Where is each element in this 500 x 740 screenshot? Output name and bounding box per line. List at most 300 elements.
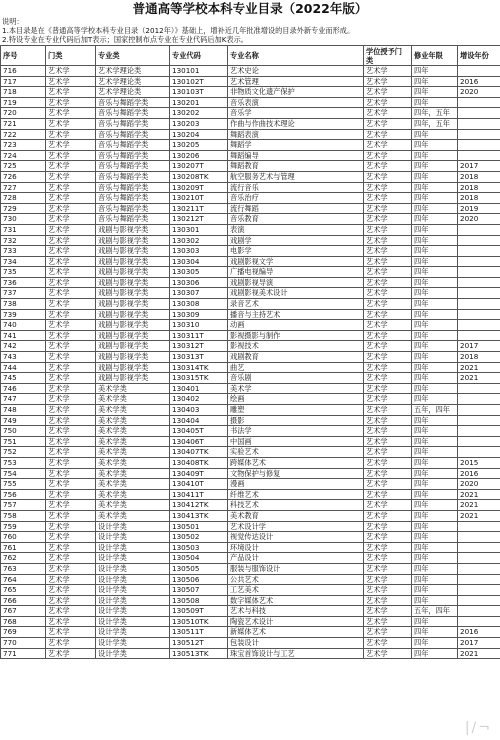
- cell-category: 艺术学: [46, 394, 96, 405]
- cell-degree-category: 艺术学: [364, 214, 412, 225]
- cell-seq: 764: [1, 574, 46, 585]
- cell-major-class: 音乐与舞蹈学类: [96, 193, 170, 204]
- cell-seq: 730: [1, 214, 46, 225]
- cell-major-class: 设计学类: [96, 595, 170, 606]
- cell-study-years: 四年: [412, 320, 458, 331]
- cell-major-name: 电影学: [228, 246, 364, 257]
- cell-category: 艺术学: [46, 214, 96, 225]
- cell-major-name: 非物质文化遗产保护: [228, 87, 364, 98]
- cell-degree-category: 艺术学: [364, 267, 412, 278]
- cell-major-name: 舞蹈教育: [228, 161, 364, 172]
- table-row: [1, 267, 500, 278]
- cell-degree-category: 艺术学: [364, 489, 412, 500]
- header-category: 门类: [46, 46, 96, 66]
- cell-major-name: 雕塑: [228, 405, 364, 416]
- cell-study-years: 四年: [412, 129, 458, 140]
- table-row: [1, 553, 500, 564]
- cell-seq: 751: [1, 436, 46, 447]
- cell-major-code: 130309: [170, 309, 228, 320]
- cell-added-year: [458, 309, 500, 320]
- cell-added-year: [458, 330, 500, 341]
- cell-study-years: 四年: [412, 150, 458, 161]
- cell-degree-category: 艺术学: [364, 224, 412, 235]
- cell-category: 艺术学: [46, 627, 96, 638]
- cell-major-name: 环境设计: [228, 542, 364, 553]
- cell-major-name: 戏剧教育: [228, 352, 364, 363]
- cell-seq: 717: [1, 76, 46, 87]
- cell-seq: 739: [1, 309, 46, 320]
- cell-major-name: 产品设计: [228, 553, 364, 564]
- cell-category: 艺术学: [46, 171, 96, 182]
- cell-seq: 741: [1, 330, 46, 341]
- cell-degree-category: 艺术学: [364, 97, 412, 108]
- cell-category: 艺术学: [46, 426, 96, 437]
- cell-category: 艺术学: [46, 373, 96, 384]
- table-row: [1, 489, 500, 500]
- cell-major-class: 戏剧与影视学类: [96, 330, 170, 341]
- cell-study-years: 四年: [412, 616, 458, 627]
- cell-added-year: 2020: [458, 214, 500, 225]
- cell-major-code: 130405T: [170, 426, 228, 437]
- cell-degree-category: 艺术学: [364, 595, 412, 606]
- header-major-code: 专业代码: [170, 46, 228, 66]
- cell-major-code: 130313T: [170, 352, 228, 363]
- cell-major-code: 130413TK: [170, 510, 228, 521]
- cell-major-name: 摄影: [228, 415, 364, 426]
- cell-category: 艺术学: [46, 309, 96, 320]
- cell-major-code: 130206: [170, 150, 228, 161]
- cell-category: 艺术学: [46, 606, 96, 617]
- cell-major-name: 艺术与科技: [228, 606, 364, 617]
- table-row: [1, 171, 500, 182]
- cell-study-years: 四年: [412, 542, 458, 553]
- cell-category: 艺术学: [46, 447, 96, 458]
- cell-study-years: 四年: [412, 362, 458, 373]
- cell-category: 艺术学: [46, 457, 96, 468]
- cell-major-class: 设计学类: [96, 616, 170, 627]
- cell-degree-category: 艺术学: [364, 447, 412, 458]
- cell-added-year: [458, 277, 500, 288]
- cell-study-years: 四年: [412, 288, 458, 299]
- cell-major-code: 130406T: [170, 436, 228, 447]
- cell-category: 艺术学: [46, 352, 96, 363]
- cell-degree-category: 艺术学: [364, 627, 412, 638]
- cell-major-code: 130404: [170, 415, 228, 426]
- table-row: [1, 373, 500, 384]
- cell-seq: 752: [1, 447, 46, 458]
- table-row: [1, 627, 500, 638]
- cell-added-year: 2020: [458, 479, 500, 490]
- cell-degree-category: 艺术学: [364, 585, 412, 596]
- cell-seq: 737: [1, 288, 46, 299]
- cell-seq: 769: [1, 627, 46, 638]
- table-row: [1, 161, 500, 172]
- cell-seq: 724: [1, 150, 46, 161]
- cell-category: 艺术学: [46, 235, 96, 246]
- cell-seq: 771: [1, 648, 46, 659]
- cell-category: 艺术学: [46, 193, 96, 204]
- cell-major-code: 130302: [170, 235, 228, 246]
- cell-study-years: 四年: [412, 246, 458, 257]
- cell-major-code: 130510TK: [170, 616, 228, 627]
- cell-major-name: 音乐教育: [228, 214, 364, 225]
- header-seq: 序号: [1, 46, 46, 66]
- cell-seq: 723: [1, 140, 46, 151]
- cell-added-year: 2016: [458, 468, 500, 479]
- table-row: [1, 320, 500, 331]
- cell-major-name: 包装设计: [228, 638, 364, 649]
- cell-added-year: [458, 108, 500, 119]
- cell-study-years: 四年: [412, 182, 458, 193]
- table-row: [1, 150, 500, 161]
- cell-study-years: 五年，四年: [412, 405, 458, 416]
- cell-major-code: 130411T: [170, 489, 228, 500]
- cell-added-year: 2021: [458, 648, 500, 659]
- cell-degree-category: 艺术学: [364, 362, 412, 373]
- cell-major-class: 设计学类: [96, 638, 170, 649]
- cell-added-year: [458, 235, 500, 246]
- table-row: [1, 394, 500, 405]
- table-row: [1, 510, 500, 521]
- cell-category: 艺术学: [46, 595, 96, 606]
- cell-degree-category: 艺术学: [364, 288, 412, 299]
- cell-major-code: 130501: [170, 521, 228, 532]
- cell-major-class: 美术学类: [96, 457, 170, 468]
- cell-category: 艺术学: [46, 140, 96, 151]
- cell-degree-category: 艺术学: [364, 405, 412, 416]
- cell-major-name: 表演: [228, 224, 364, 235]
- cell-degree-category: 艺术学: [364, 256, 412, 267]
- cell-major-name: 科技艺术: [228, 500, 364, 511]
- cell-study-years: 四年: [412, 479, 458, 490]
- table-row: [1, 574, 500, 585]
- cell-study-years: 四年: [412, 352, 458, 363]
- cell-major-name: 跨媒体艺术: [228, 457, 364, 468]
- cell-seq: 742: [1, 341, 46, 352]
- table-row: [1, 309, 500, 320]
- cell-major-code: 130208TK: [170, 171, 228, 182]
- cell-major-name: 影视技术: [228, 341, 364, 352]
- table-row: [1, 288, 500, 299]
- cell-seq: 768: [1, 616, 46, 627]
- cell-seq: 720: [1, 108, 46, 119]
- cell-category: 艺术学: [46, 182, 96, 193]
- cell-major-class: 音乐与舞蹈学类: [96, 150, 170, 161]
- table-row: [1, 140, 500, 151]
- cell-major-code: 130410T: [170, 479, 228, 490]
- cell-major-class: 音乐与舞蹈学类: [96, 97, 170, 108]
- cell-major-code: 130511T: [170, 627, 228, 638]
- cell-seq: 727: [1, 182, 46, 193]
- cell-category: 艺术学: [46, 267, 96, 278]
- cell-major-name: 珠宝首饰设计与工艺: [228, 648, 364, 659]
- cell-major-code: 130503: [170, 542, 228, 553]
- cell-study-years: 四年: [412, 193, 458, 204]
- cell-major-class: 设计学类: [96, 585, 170, 596]
- cell-seq: 748: [1, 405, 46, 416]
- cell-major-code: 130306: [170, 277, 228, 288]
- cell-degree-category: 艺术学: [364, 394, 412, 405]
- cell-added-year: 2018: [458, 352, 500, 363]
- cell-seq: 746: [1, 383, 46, 394]
- table-row: [1, 542, 500, 553]
- cell-added-year: [458, 256, 500, 267]
- cell-major-code: 130210T: [170, 193, 228, 204]
- cell-added-year: [458, 383, 500, 394]
- cell-degree-category: 艺术学: [364, 140, 412, 151]
- cell-degree-category: 艺术学: [364, 542, 412, 553]
- cell-major-name: 漫画: [228, 479, 364, 490]
- table-row: [1, 97, 500, 108]
- cell-added-year: 2017: [458, 341, 500, 352]
- cell-category: 艺术学: [46, 479, 96, 490]
- cell-major-code: 130509T: [170, 606, 228, 617]
- cell-major-class: 美术学类: [96, 383, 170, 394]
- cell-added-year: [458, 563, 500, 574]
- cell-study-years: 四年: [412, 277, 458, 288]
- cell-major-code: 130203: [170, 118, 228, 129]
- cell-degree-category: 艺术学: [364, 87, 412, 98]
- cell-degree-category: 艺术学: [364, 457, 412, 468]
- cell-major-class: 戏剧与影视学类: [96, 224, 170, 235]
- cell-added-year: 2019: [458, 203, 500, 214]
- cell-major-code: 130209T: [170, 182, 228, 193]
- cell-major-class: 戏剧与影视学类: [96, 373, 170, 384]
- table-row: [1, 352, 500, 363]
- cell-study-years: 四年: [412, 585, 458, 596]
- cell-seq: 767: [1, 606, 46, 617]
- table-row: [1, 521, 500, 532]
- cell-added-year: 2021: [458, 362, 500, 373]
- table-row: [1, 468, 500, 479]
- cell-major-name: 舞蹈学: [228, 140, 364, 151]
- cell-major-class: 戏剧与影视学类: [96, 320, 170, 331]
- cell-major-class: 艺术学理论类: [96, 66, 170, 77]
- cell-degree-category: 艺术学: [364, 193, 412, 204]
- cell-degree-category: 艺术学: [364, 108, 412, 119]
- cell-seq: 728: [1, 193, 46, 204]
- table-row: [1, 405, 500, 416]
- cell-seq: 757: [1, 500, 46, 511]
- cell-added-year: [458, 66, 500, 77]
- table-row: [1, 585, 500, 596]
- cell-study-years: 四年: [412, 563, 458, 574]
- header-major-name: 专业名称: [228, 46, 364, 66]
- cell-major-class: 音乐与舞蹈学类: [96, 140, 170, 151]
- table-row: [1, 66, 500, 77]
- cell-major-name: 数字媒体艺术: [228, 595, 364, 606]
- cell-degree-category: 艺术学: [364, 532, 412, 543]
- cell-major-name: 艺术史论: [228, 66, 364, 77]
- cell-added-year: 2018: [458, 171, 500, 182]
- cell-degree-category: 艺术学: [364, 553, 412, 564]
- cell-major-class: 音乐与舞蹈学类: [96, 161, 170, 172]
- cell-major-name: 广播电视编导: [228, 267, 364, 278]
- cell-category: 艺术学: [46, 161, 96, 172]
- cell-degree-category: 艺术学: [364, 66, 412, 77]
- cell-added-year: [458, 447, 500, 458]
- cell-major-code: 130202: [170, 108, 228, 119]
- cell-seq: 733: [1, 246, 46, 257]
- cell-seq: 747: [1, 394, 46, 405]
- cell-study-years: 四年: [412, 383, 458, 394]
- table-row: [1, 299, 500, 310]
- cell-study-years: 四年，五年: [412, 108, 458, 119]
- cell-study-years: 四年: [412, 87, 458, 98]
- cell-added-year: 2017: [458, 638, 500, 649]
- cell-seq: 749: [1, 415, 46, 426]
- cell-added-year: [458, 129, 500, 140]
- cell-degree-category: 艺术学: [364, 510, 412, 521]
- cell-category: 艺术学: [46, 330, 96, 341]
- cell-major-class: 美术学类: [96, 447, 170, 458]
- cell-major-name: 工艺美术: [228, 585, 364, 596]
- cell-major-class: 美术学类: [96, 468, 170, 479]
- table-row: [1, 193, 500, 204]
- cell-seq: 726: [1, 171, 46, 182]
- cell-category: 艺术学: [46, 299, 96, 310]
- cell-study-years: 四年: [412, 161, 458, 172]
- cell-seq: 731: [1, 224, 46, 235]
- cell-major-name: 中国画: [228, 436, 364, 447]
- cell-major-code: 130207T: [170, 161, 228, 172]
- cell-major-class: 设计学类: [96, 606, 170, 617]
- cell-seq: 756: [1, 489, 46, 500]
- cell-added-year: [458, 267, 500, 278]
- table-row: [1, 118, 500, 129]
- cell-study-years: 四年: [412, 457, 458, 468]
- cell-major-class: 戏剧与影视学类: [96, 341, 170, 352]
- cell-category: 艺术学: [46, 616, 96, 627]
- cell-major-code: 130303: [170, 246, 228, 257]
- cell-category: 艺术学: [46, 415, 96, 426]
- cell-category: 艺术学: [46, 574, 96, 585]
- cell-major-class: 美术学类: [96, 415, 170, 426]
- cell-major-name: 航空服务艺术与管理: [228, 171, 364, 182]
- cell-seq: 761: [1, 542, 46, 553]
- cell-degree-category: 艺术学: [364, 500, 412, 511]
- cell-major-class: 美术学类: [96, 510, 170, 521]
- cell-degree-category: 艺术学: [364, 648, 412, 659]
- cell-major-name: 艺术设计学: [228, 521, 364, 532]
- cell-major-class: 设计学类: [96, 542, 170, 553]
- cell-study-years: 四年: [412, 267, 458, 278]
- cell-study-years: 四年: [412, 415, 458, 426]
- cell-degree-category: 艺术学: [364, 436, 412, 447]
- cell-seq: 755: [1, 479, 46, 490]
- cell-major-name: 陶瓷艺术设计: [228, 616, 364, 627]
- table-body: [1, 66, 500, 659]
- cell-study-years: 四年: [412, 330, 458, 341]
- cell-major-class: 戏剧与影视学类: [96, 235, 170, 246]
- table-row: [1, 616, 500, 627]
- cell-major-code: 130506: [170, 574, 228, 585]
- cell-major-class: 音乐与舞蹈学类: [96, 129, 170, 140]
- cell-seq: 770: [1, 638, 46, 649]
- cell-added-year: 2016: [458, 627, 500, 638]
- cell-major-code: 130507: [170, 585, 228, 596]
- cell-degree-category: 艺术学: [364, 521, 412, 532]
- cell-added-year: [458, 140, 500, 151]
- cell-major-code: 130314TK: [170, 362, 228, 373]
- cell-major-name: 戏剧学: [228, 235, 364, 246]
- cell-major-class: 艺术学理论类: [96, 87, 170, 98]
- table-row: [1, 436, 500, 447]
- cell-major-code: 130305: [170, 267, 228, 278]
- cell-seq: 740: [1, 320, 46, 331]
- cell-category: 艺术学: [46, 585, 96, 596]
- cell-category: 艺术学: [46, 362, 96, 373]
- cell-added-year: [458, 585, 500, 596]
- cell-added-year: 2017: [458, 161, 500, 172]
- cell-major-code: 130205: [170, 140, 228, 151]
- cell-study-years: 四年: [412, 574, 458, 585]
- cell-study-years: 四年，五年: [412, 118, 458, 129]
- cell-seq: 719: [1, 97, 46, 108]
- cell-degree-category: 艺术学: [364, 341, 412, 352]
- cell-major-name: 音乐治疗: [228, 193, 364, 204]
- cell-major-class: 音乐与舞蹈学类: [96, 118, 170, 129]
- cell-major-class: 音乐与舞蹈学类: [96, 171, 170, 182]
- table-row: [1, 638, 500, 649]
- cell-category: 艺术学: [46, 129, 96, 140]
- cell-major-class: 戏剧与影视学类: [96, 352, 170, 363]
- cell-major-name: 曲艺: [228, 362, 364, 373]
- cell-added-year: 2018: [458, 193, 500, 204]
- cell-added-year: [458, 224, 500, 235]
- table-row: [1, 532, 500, 543]
- cell-major-name: 书法学: [228, 426, 364, 437]
- cell-major-name: 流行舞蹈: [228, 203, 364, 214]
- cell-major-name: 公共艺术: [228, 574, 364, 585]
- cell-seq: 716: [1, 66, 46, 77]
- table-row: [1, 341, 500, 352]
- table-header-row: [1, 46, 500, 66]
- page-title: 普通高等学校本科专业目录（2022年版）: [132, 1, 368, 16]
- table-row: [1, 214, 500, 225]
- cell-study-years: 四年: [412, 595, 458, 606]
- cell-degree-category: 艺术学: [364, 479, 412, 490]
- cell-major-code: 130513TK: [170, 648, 228, 659]
- cell-added-year: [458, 542, 500, 553]
- cell-major-name: 动画: [228, 320, 364, 331]
- cell-degree-category: 艺术学: [364, 150, 412, 161]
- cell-major-name: 戏剧影视美术设计: [228, 288, 364, 299]
- table-row: [1, 457, 500, 468]
- cell-category: 艺术学: [46, 489, 96, 500]
- cell-major-name: 影视摄影与制作: [228, 330, 364, 341]
- cell-added-year: [458, 426, 500, 437]
- cell-seq: 734: [1, 256, 46, 267]
- table-row: [1, 256, 500, 267]
- cell-major-name: 音乐剧: [228, 373, 364, 384]
- cell-category: 艺术学: [46, 246, 96, 257]
- cell-study-years: 四年: [412, 510, 458, 521]
- cell-study-years: 四年: [412, 235, 458, 246]
- cell-study-years: 四年: [412, 309, 458, 320]
- cell-major-class: 设计学类: [96, 627, 170, 638]
- cell-major-name: 音乐表演: [228, 97, 364, 108]
- cell-degree-category: 艺术学: [364, 320, 412, 331]
- cell-major-name: 美术学: [228, 383, 364, 394]
- cell-major-name: 新媒体艺术: [228, 627, 364, 638]
- cell-study-years: 四年: [412, 76, 458, 87]
- cell-major-name: 纤维艺术: [228, 489, 364, 500]
- cell-major-class: 设计学类: [96, 521, 170, 532]
- cell-study-years: 四年: [412, 341, 458, 352]
- cell-degree-category: 艺术学: [364, 352, 412, 363]
- cell-category: 艺术学: [46, 256, 96, 267]
